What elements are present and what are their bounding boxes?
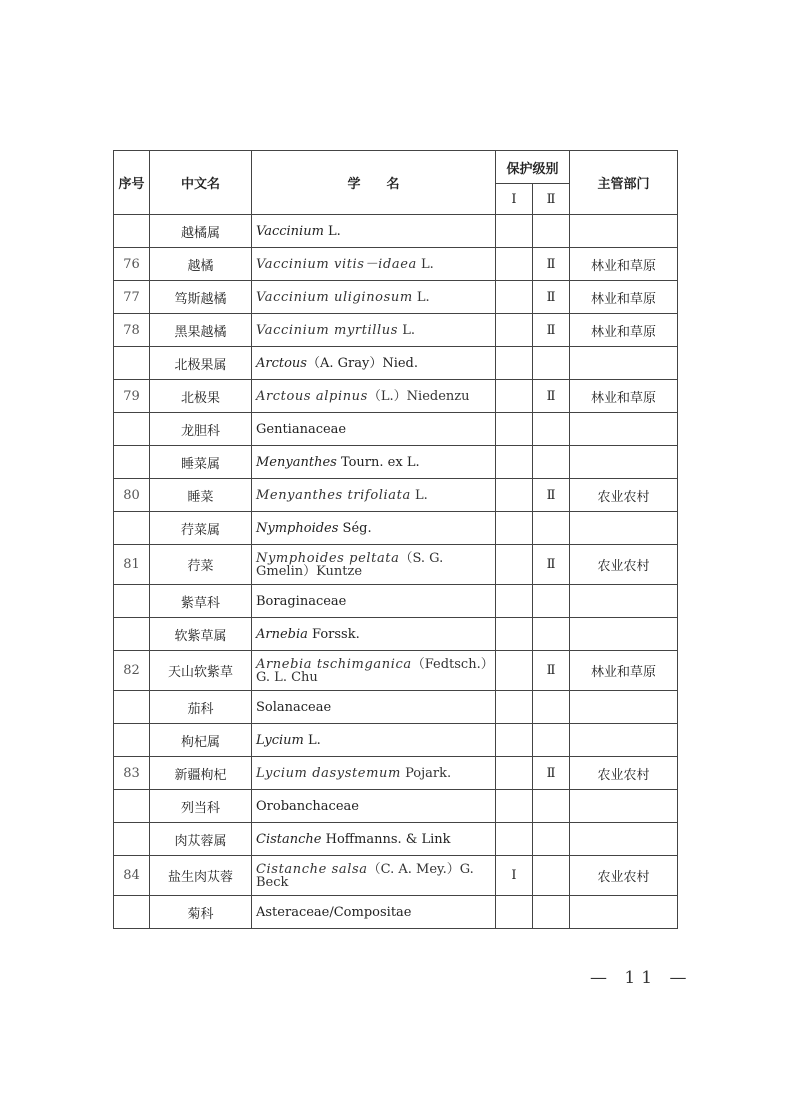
serial-no-cell: 80	[114, 479, 150, 512]
level-1-cell	[496, 479, 533, 512]
scientific-name-cell	[252, 691, 496, 724]
scientific-name-italic: Lycium	[256, 732, 304, 748]
scientific-name-cell	[252, 248, 496, 281]
level-1-cell	[496, 823, 533, 856]
chinese-name-cell: 荇菜属	[150, 512, 252, 545]
serial-no-cell	[114, 618, 150, 651]
chinese-name-cell: 枸杞属	[150, 724, 252, 757]
table-row-taxon-group	[114, 512, 678, 545]
scientific-name-cell	[252, 347, 496, 380]
table-row-taxon-group	[114, 413, 678, 446]
authority-cell: 林业和草原	[570, 314, 678, 347]
level-2-cell	[533, 691, 570, 724]
scientific-name-italic: Cistanche salsa	[256, 861, 368, 877]
table-row-species	[114, 545, 678, 585]
scientific-name-italic: Arnebia tschimganica	[256, 656, 412, 672]
scientific-name-italic: Vaccinium	[256, 223, 324, 239]
table-row-species	[114, 479, 678, 512]
serial-no-cell	[114, 691, 150, 724]
scientific-name-italic: Nymphoides	[256, 520, 339, 536]
authority-cell	[570, 512, 678, 545]
table-row-taxon-group	[114, 896, 678, 929]
authority-cell: 农业农村	[570, 856, 678, 896]
serial-no-cell: 81	[114, 545, 150, 585]
level-2-cell: Ⅱ	[533, 281, 570, 314]
scientific-name-cell	[252, 281, 496, 314]
authority-cell	[570, 724, 678, 757]
header-authority: 主管部门	[570, 151, 678, 215]
scientific-name-author: L.	[303, 732, 321, 748]
level-2-cell: Ⅱ	[533, 248, 570, 281]
authority-cell	[570, 347, 678, 380]
authority-cell: 林业和草原	[570, 248, 678, 281]
scientific-name-author: L.	[412, 289, 430, 305]
scientific-name-italic: Menyanthes	[256, 454, 337, 470]
scientific-name-italic: Arnebia	[256, 626, 308, 642]
table-row-species	[114, 248, 678, 281]
level-2-cell	[533, 856, 570, 896]
table-row-species	[114, 757, 678, 790]
scientific-name-cell	[252, 314, 496, 347]
table-row-taxon-group	[114, 585, 678, 618]
header-serial-no: 序号	[114, 151, 150, 215]
chinese-name-cell: 盐生肉苁蓉	[150, 856, 252, 896]
table-row-species	[114, 281, 678, 314]
level-1-cell	[496, 585, 533, 618]
scientific-name-cell	[252, 856, 496, 896]
header-protection-level: 保护级别	[496, 151, 570, 184]
table-row-taxon-group	[114, 215, 678, 248]
scientific-name-author: Forssk.	[307, 626, 360, 642]
table-row-species	[114, 380, 678, 413]
scientific-name-author: L.	[416, 256, 434, 272]
scientific-name-italic: Menyanthes trifoliata	[256, 487, 411, 503]
chinese-name-cell: 列当科	[150, 790, 252, 823]
scientific-name-author: Asteraceae/Compositae	[256, 904, 412, 920]
chinese-name-cell: 荇菜	[150, 545, 252, 585]
scientific-name-cell	[252, 545, 496, 585]
authority-cell	[570, 823, 678, 856]
chinese-name-cell: 睡菜属	[150, 446, 252, 479]
scientific-name-cell	[252, 618, 496, 651]
level-2-cell: Ⅱ	[533, 651, 570, 691]
authority-cell: 林业和草原	[570, 281, 678, 314]
chinese-name-cell: 笃斯越橘	[150, 281, 252, 314]
scientific-name-author: L.	[323, 223, 341, 239]
scientific-name-author: Tourn. ex L.	[336, 454, 420, 470]
header-scientific-name: 学 名	[252, 151, 496, 215]
scientific-name-italic: Arctous	[256, 355, 307, 371]
serial-no-cell: 84	[114, 856, 150, 896]
scientific-name-italic: Arctous alpinus	[256, 388, 368, 404]
header-level-2: Ⅱ	[533, 184, 570, 215]
serial-no-cell	[114, 724, 150, 757]
scientific-name-cell	[252, 512, 496, 545]
level-2-cell	[533, 618, 570, 651]
scientific-name-italic: Cistanche	[256, 831, 322, 847]
level-2-cell: Ⅱ	[533, 545, 570, 585]
level-2-cell	[533, 347, 570, 380]
scientific-name-author: Ség.	[338, 520, 372, 536]
scientific-name-cell	[252, 896, 496, 929]
table-row-taxon-group	[114, 446, 678, 479]
chinese-name-cell: 天山软紫草	[150, 651, 252, 691]
scientific-name-italic: Vaccinium uliginosum	[256, 289, 413, 305]
scientific-name-author: Boraginaceae	[256, 593, 347, 609]
scientific-name-author: （S. G. Gmelin）Kuntze	[256, 550, 444, 579]
authority-cell: 林业和草原	[570, 651, 678, 691]
scientific-name-author: L.	[398, 322, 415, 338]
scientific-name-cell	[252, 724, 496, 757]
level-2-cell: Ⅱ	[533, 757, 570, 790]
scientific-name-cell	[252, 446, 496, 479]
scientific-name-italic: Vaccinium vitis－idaea	[256, 256, 417, 272]
table-row-taxon-group	[114, 691, 678, 724]
authority-cell: 农业农村	[570, 479, 678, 512]
level-2-cell	[533, 446, 570, 479]
level-1-cell	[496, 545, 533, 585]
chinese-name-cell: 软紫草属	[150, 618, 252, 651]
scientific-name-cell	[252, 479, 496, 512]
scientific-name-author: （A. Gray）Nied.	[306, 355, 419, 371]
table-row-taxon-group	[114, 347, 678, 380]
serial-no-cell: 79	[114, 380, 150, 413]
level-1-cell	[496, 757, 533, 790]
authority-cell	[570, 585, 678, 618]
chinese-name-cell: 菊科	[150, 896, 252, 929]
authority-cell: 农业农村	[570, 545, 678, 585]
serial-no-cell	[114, 585, 150, 618]
level-1-cell	[496, 380, 533, 413]
table-row-species	[114, 856, 678, 896]
scientific-name-author: Gentianaceae	[256, 421, 347, 437]
chinese-name-cell: 越橘属	[150, 215, 252, 248]
scientific-name-cell	[252, 585, 496, 618]
chinese-name-cell: 睡菜	[150, 479, 252, 512]
protected-plants-table	[113, 150, 678, 929]
authority-cell	[570, 691, 678, 724]
level-1-cell	[496, 896, 533, 929]
scientific-name-author: Orobanchaceae	[256, 798, 359, 814]
table-row-species	[114, 314, 678, 347]
level-1-cell	[496, 347, 533, 380]
level-2-cell	[533, 215, 570, 248]
authority-cell	[570, 413, 678, 446]
table-body	[114, 215, 678, 929]
level-1-cell	[496, 651, 533, 691]
level-1-cell	[496, 691, 533, 724]
serial-no-cell	[114, 413, 150, 446]
scientific-name-cell	[252, 413, 496, 446]
serial-no-cell: 78	[114, 314, 150, 347]
scientific-name-author: （C. A. Mey.）G. Beck	[256, 861, 474, 890]
scientific-name-italic: Nymphoides peltata	[256, 550, 400, 566]
scientific-name-author: （L.）Niedenzu	[367, 388, 470, 404]
serial-no-cell	[114, 512, 150, 545]
scientific-name-cell	[252, 790, 496, 823]
chinese-name-cell: 越橘	[150, 248, 252, 281]
serial-no-cell: 77	[114, 281, 150, 314]
level-2-cell	[533, 823, 570, 856]
scientific-name-cell	[252, 651, 496, 691]
level-1-cell	[496, 724, 533, 757]
authority-cell	[570, 446, 678, 479]
serial-no-cell	[114, 896, 150, 929]
chinese-name-cell: 新疆枸杞	[150, 757, 252, 790]
page-number: — 11 —	[590, 968, 693, 988]
level-1-cell	[496, 790, 533, 823]
serial-no-cell	[114, 790, 150, 823]
level-1-cell	[496, 618, 533, 651]
scientific-name-author: （Fedtsch.）G. L. Chu	[256, 656, 488, 685]
serial-no-cell	[114, 347, 150, 380]
header-chinese-name: 中文名	[150, 151, 252, 215]
authority-cell	[570, 618, 678, 651]
chinese-name-cell: 茄科	[150, 691, 252, 724]
serial-no-cell: 76	[114, 248, 150, 281]
chinese-name-cell: 龙胆科	[150, 413, 252, 446]
authority-cell	[570, 896, 678, 929]
scientific-name-cell	[252, 380, 496, 413]
level-2-cell: Ⅱ	[533, 479, 570, 512]
table-row-taxon-group	[114, 724, 678, 757]
table-row-taxon-group	[114, 823, 678, 856]
serial-no-cell	[114, 215, 150, 248]
authority-cell	[570, 215, 678, 248]
scientific-name-cell	[252, 823, 496, 856]
level-1-cell: Ⅰ	[496, 856, 533, 896]
scientific-name-author: Hoffmanns. & Link	[321, 831, 451, 847]
scientific-name-italic: Lycium dasystemum	[256, 765, 401, 781]
chinese-name-cell: 紫草科	[150, 585, 252, 618]
scientific-name-cell	[252, 757, 496, 790]
level-1-cell	[496, 446, 533, 479]
serial-no-cell	[114, 823, 150, 856]
level-2-cell	[533, 585, 570, 618]
level-2-cell	[533, 413, 570, 446]
level-1-cell	[496, 512, 533, 545]
table-row-species	[114, 651, 678, 691]
level-1-cell	[496, 413, 533, 446]
level-2-cell	[533, 790, 570, 823]
serial-no-cell	[114, 446, 150, 479]
scientific-name-italic: Vaccinium myrtillus	[256, 322, 399, 338]
level-1-cell	[496, 281, 533, 314]
scientific-name-author: L.	[410, 487, 428, 503]
scientific-name-author: Solanaceae	[256, 699, 332, 715]
authority-cell	[570, 790, 678, 823]
chinese-name-cell: 黑果越橘	[150, 314, 252, 347]
level-1-cell	[496, 215, 533, 248]
authority-cell: 林业和草原	[570, 380, 678, 413]
level-2-cell	[533, 896, 570, 929]
level-2-cell	[533, 724, 570, 757]
level-1-cell	[496, 314, 533, 347]
chinese-name-cell: 肉苁蓉属	[150, 823, 252, 856]
chinese-name-cell: 北极果	[150, 380, 252, 413]
chinese-name-cell: 北极果属	[150, 347, 252, 380]
serial-no-cell: 83	[114, 757, 150, 790]
authority-cell: 农业农村	[570, 757, 678, 790]
table-row-taxon-group	[114, 790, 678, 823]
level-2-cell: Ⅱ	[533, 380, 570, 413]
scientific-name-cell	[252, 215, 496, 248]
level-2-cell	[533, 512, 570, 545]
scientific-name-author: Pojark.	[400, 765, 452, 781]
table-row-taxon-group	[114, 618, 678, 651]
level-1-cell	[496, 248, 533, 281]
level-2-cell: Ⅱ	[533, 314, 570, 347]
serial-no-cell: 82	[114, 651, 150, 691]
header-level-1: Ⅰ	[496, 184, 533, 215]
